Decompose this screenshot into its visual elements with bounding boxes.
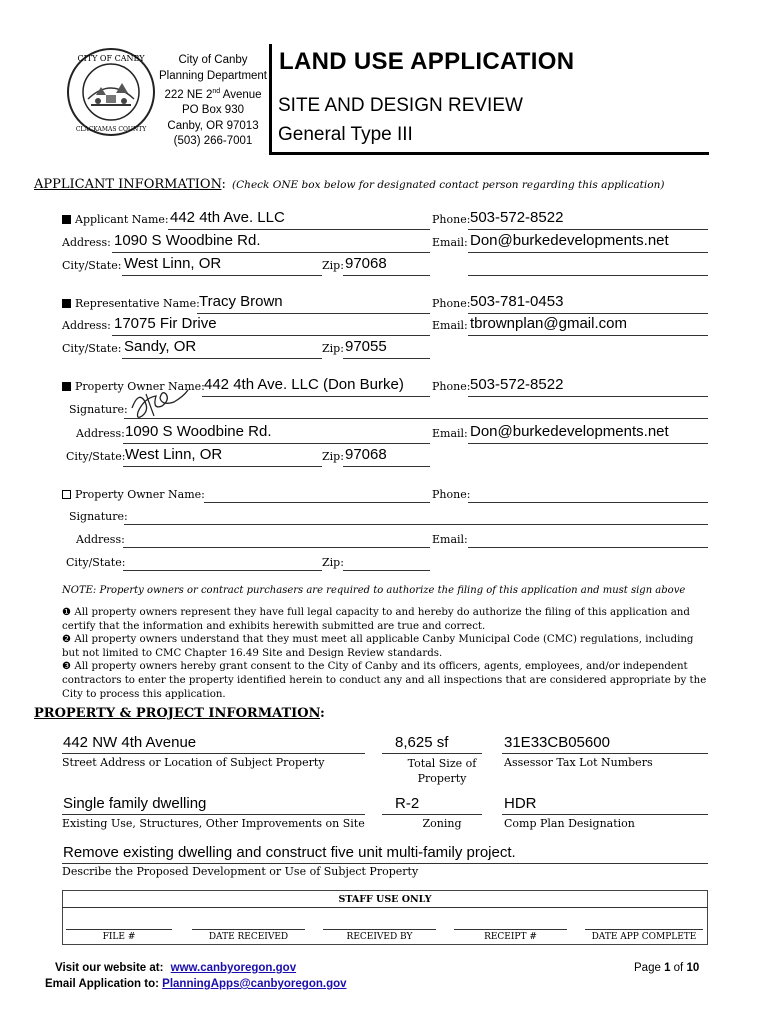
- page-subtitle: SITE AND DESIGN REVIEW: [278, 95, 523, 116]
- owner-note: NOTE: Property owners or contract purchasers are required to authorize the filing of this application and must sign above: [62, 585, 686, 596]
- checkbox-empty-icon[interactable]: [62, 490, 71, 499]
- applicant-phone-label: Phone:: [432, 213, 471, 226]
- owner1-email-label: Email:: [432, 427, 468, 440]
- property-section-heading: PROPERTY & PROJECT INFORMATION:: [34, 706, 325, 721]
- owner1-phone-label: Phone:: [432, 380, 471, 393]
- street-address-label: Street Address or Location of Subject Property: [62, 756, 325, 769]
- owner2-zip-label: Zip:: [322, 556, 344, 569]
- owner2-phone-line[interactable]: [468, 502, 708, 503]
- certification-item: ❷ All property owners understand that they must meet all applicable Canby Municipal Code (CMC) regulations, including but not limited to CMC Chapter 16.49 Site and Design Review standards.: [62, 634, 694, 659]
- comp-plan-line: [502, 814, 708, 815]
- owner1-phone-value[interactable]: 503-572-8522: [470, 376, 564, 393]
- zoning-line: [382, 814, 482, 815]
- owner1-signature-line: [124, 418, 708, 419]
- owner2-email-line[interactable]: [468, 547, 708, 548]
- representative-address-value[interactable]: 17075 Fir Drive: [114, 315, 217, 332]
- representative-address-label: Address:: [62, 319, 111, 332]
- department-address: City of Canby Planning Department 222 NE 2nd Avenue PO Box 930 Canby, OR 97013 (503) 266-7001: [158, 54, 268, 148]
- tax-lot-label: Assessor Tax Lot Numbers: [504, 756, 653, 769]
- development-description-value[interactable]: Remove existing dwelling and construct five unit multi-family project.: [63, 844, 516, 861]
- representative-email-value[interactable]: tbrownplan@gmail.com: [470, 315, 627, 332]
- applicant-email-line: [468, 252, 708, 253]
- tax-lot-line: [502, 753, 708, 754]
- applicant-address-label: Address:: [62, 236, 111, 249]
- applicant-city-line: [122, 275, 322, 276]
- street-address-line: [62, 753, 365, 754]
- owner2-signature-line[interactable]: [124, 524, 708, 525]
- staff-use-title: STAFF USE ONLY: [338, 894, 432, 905]
- applicant-email-label: Email:: [432, 236, 468, 249]
- page-title: LAND USE APPLICATION: [279, 48, 575, 75]
- representative-email-label: Email:: [432, 319, 468, 332]
- existing-use-value[interactable]: Single family dwelling: [63, 795, 207, 812]
- page-number: Page 1 of 10: [634, 962, 700, 974]
- staff-complete-label: DATE APP COMPLETE: [591, 932, 697, 942]
- owner2-city-label: City/State:: [66, 556, 126, 569]
- svg-text:CLACKAMAS COUNTY: CLACKAMAS COUNTY: [75, 126, 147, 133]
- property-size-line: [382, 753, 482, 754]
- representative-name-line: [197, 313, 430, 314]
- applicant-address-line: [112, 252, 430, 253]
- applicant-section-heading: APPLICANT INFORMATION: (Check ONE box below for designated contact person regarding this application): [34, 177, 665, 192]
- staff-received-line[interactable]: [323, 929, 436, 930]
- staff-title-line: [62, 907, 708, 908]
- representative-city-line: [122, 358, 322, 359]
- representative-zip-line: [343, 358, 430, 359]
- representative-phone-line: [468, 313, 708, 314]
- owner1-signature-label: Signature:: [69, 403, 128, 416]
- owner2-email-label: Email:: [432, 533, 468, 546]
- applicant-email-value[interactable]: Don@burkedevelopments.net: [470, 232, 669, 249]
- representative-phone-value[interactable]: 503-781-0453: [470, 293, 564, 310]
- owner1-city-label: City/State:: [66, 450, 126, 463]
- development-description-line: [62, 863, 708, 864]
- street-address-value[interactable]: 442 NW 4th Avenue: [63, 734, 197, 751]
- certification-item: ❶ All property owners represent they have full legal capacity to and hereby do authorize the filing of this application and certify that the information and exhibits herewith submitted are true and correct.: [62, 607, 690, 632]
- staff-file-line[interactable]: [66, 929, 172, 930]
- existing-use-line: [62, 814, 365, 815]
- staff-received-label: RECEIVED BY: [346, 932, 413, 942]
- owner2-name-label[interactable]: Property Owner Name:: [62, 488, 205, 501]
- owner1-address-line: [123, 443, 430, 444]
- owner1-name-line: [202, 396, 430, 397]
- existing-use-label: Existing Use, Structures, Other Improvements on Site: [62, 817, 365, 830]
- owner1-zip-value[interactable]: 97068: [345, 446, 387, 463]
- signature-icon: [126, 386, 196, 422]
- checkbox-filled-icon[interactable]: [62, 299, 71, 308]
- footer-email: Email Application to: PlanningApps@canbyoregon.gov: [45, 978, 347, 990]
- applicant-address-value[interactable]: 1090 S Woodbine Rd.: [114, 232, 261, 249]
- owner2-address-label: Address:: [76, 533, 125, 546]
- representative-email-line: [468, 335, 708, 336]
- representative-address-line: [112, 335, 430, 336]
- comp-plan-label: Comp Plan Designation: [504, 817, 635, 830]
- representative-name-value[interactable]: Tracy Brown: [199, 293, 283, 310]
- owner2-signature-label: Signature:: [69, 510, 128, 523]
- property-size-value[interactable]: 8,625 sf: [395, 734, 449, 751]
- applicant-zip-value[interactable]: 97068: [345, 255, 387, 272]
- staff-complete-line[interactable]: [585, 929, 703, 930]
- owner1-email-line: [468, 443, 708, 444]
- zoning-label: Zoning: [422, 817, 462, 830]
- svg-text:CITY OF CANBY: CITY OF CANBY: [77, 54, 145, 63]
- representative-zip-value[interactable]: 97055: [345, 338, 387, 355]
- owner1-city-line: [123, 466, 322, 467]
- applicant-city-label: City/State:: [62, 259, 122, 272]
- applicant-phone-line: [468, 229, 708, 230]
- comp-plan-value[interactable]: HDR: [504, 795, 537, 812]
- development-description-label: Describe the Proposed Development or Use of Subject Property: [62, 865, 419, 878]
- owner1-name-label[interactable]: Property Owner Name:: [62, 380, 205, 393]
- representative-name-label[interactable]: Representative Name:: [62, 297, 200, 310]
- owner2-zip-line[interactable]: [343, 570, 430, 571]
- applicant-extra-line: [468, 275, 708, 276]
- header-divider: [269, 44, 272, 154]
- owner1-city-value[interactable]: West Linn, OR: [125, 446, 223, 463]
- owner1-address-value[interactable]: 1090 S Woodbine Rd.: [125, 423, 272, 440]
- owner1-zip-line: [343, 466, 430, 467]
- staff-receipt-line[interactable]: [454, 929, 567, 930]
- owner1-email-value[interactable]: Don@burkedevelopments.net: [470, 423, 669, 440]
- footer-website: Visit our website at: www.canbyoregon.gov: [55, 962, 297, 974]
- applicant-city-value[interactable]: West Linn, OR: [124, 255, 222, 272]
- email-link[interactable]: PlanningApps@canbyoregon.gov: [162, 978, 347, 990]
- property-size-label: Total Size of Property: [407, 757, 477, 785]
- owner1-address-label: Address:: [76, 427, 125, 440]
- applicant-zip-label: Zip:: [322, 259, 344, 272]
- owner1-zip-label: Zip:: [322, 450, 344, 463]
- application-type: General Type III: [278, 124, 413, 145]
- owner2-name-line[interactable]: [204, 502, 430, 503]
- certification-list: [62, 606, 712, 701]
- zoning-value[interactable]: R-2: [395, 795, 420, 812]
- owner2-phone-label: Phone:: [432, 488, 471, 501]
- website-link[interactable]: www.canbyoregon.gov: [170, 962, 297, 974]
- header-underline: [269, 152, 709, 155]
- representative-phone-label: Phone:: [432, 297, 471, 310]
- tax-lot-value[interactable]: 31E33CB05600: [504, 734, 610, 751]
- applicant-zip-line: [343, 275, 430, 276]
- staff-date-label: DATE RECEIVED: [208, 932, 289, 942]
- staff-date-line[interactable]: [192, 929, 305, 930]
- staff-file-label: FILE #: [102, 932, 136, 942]
- representative-city-label: City/State:: [62, 342, 122, 355]
- staff-receipt-label: RECEIPT #: [484, 932, 537, 942]
- applicant-phone-value[interactable]: 503-572-8522: [470, 209, 564, 226]
- city-seal-icon: [66, 47, 156, 137]
- certification-item: ❸ All property owners hereby grant consent to the City of Canby and its officers, agents, employees, and/or independent contractors to enter the property identified herein to conduct any and all inspections that are considered appropriate by the City to process this application.: [62, 661, 707, 700]
- applicant-name-value[interactable]: 442 4th Ave. LLC: [170, 209, 285, 226]
- applicant-name-line: [168, 229, 430, 230]
- representative-zip-label: Zip:: [322, 342, 344, 355]
- owner2-city-line[interactable]: [123, 570, 322, 571]
- checkbox-filled-icon[interactable]: [62, 215, 71, 224]
- applicant-section-note: (Check ONE box below for designated contact person regarding this application): [232, 179, 665, 191]
- applicant-name-label[interactable]: Applicant Name:: [62, 213, 169, 226]
- checkbox-filled-icon[interactable]: [62, 382, 71, 391]
- owner1-phone-line: [468, 396, 708, 397]
- owner2-address-line[interactable]: [123, 547, 430, 548]
- owner1-name-value[interactable]: 442 4th Ave. LLC (Don Burke): [204, 376, 404, 393]
- representative-city-value[interactable]: Sandy, OR: [124, 338, 197, 355]
